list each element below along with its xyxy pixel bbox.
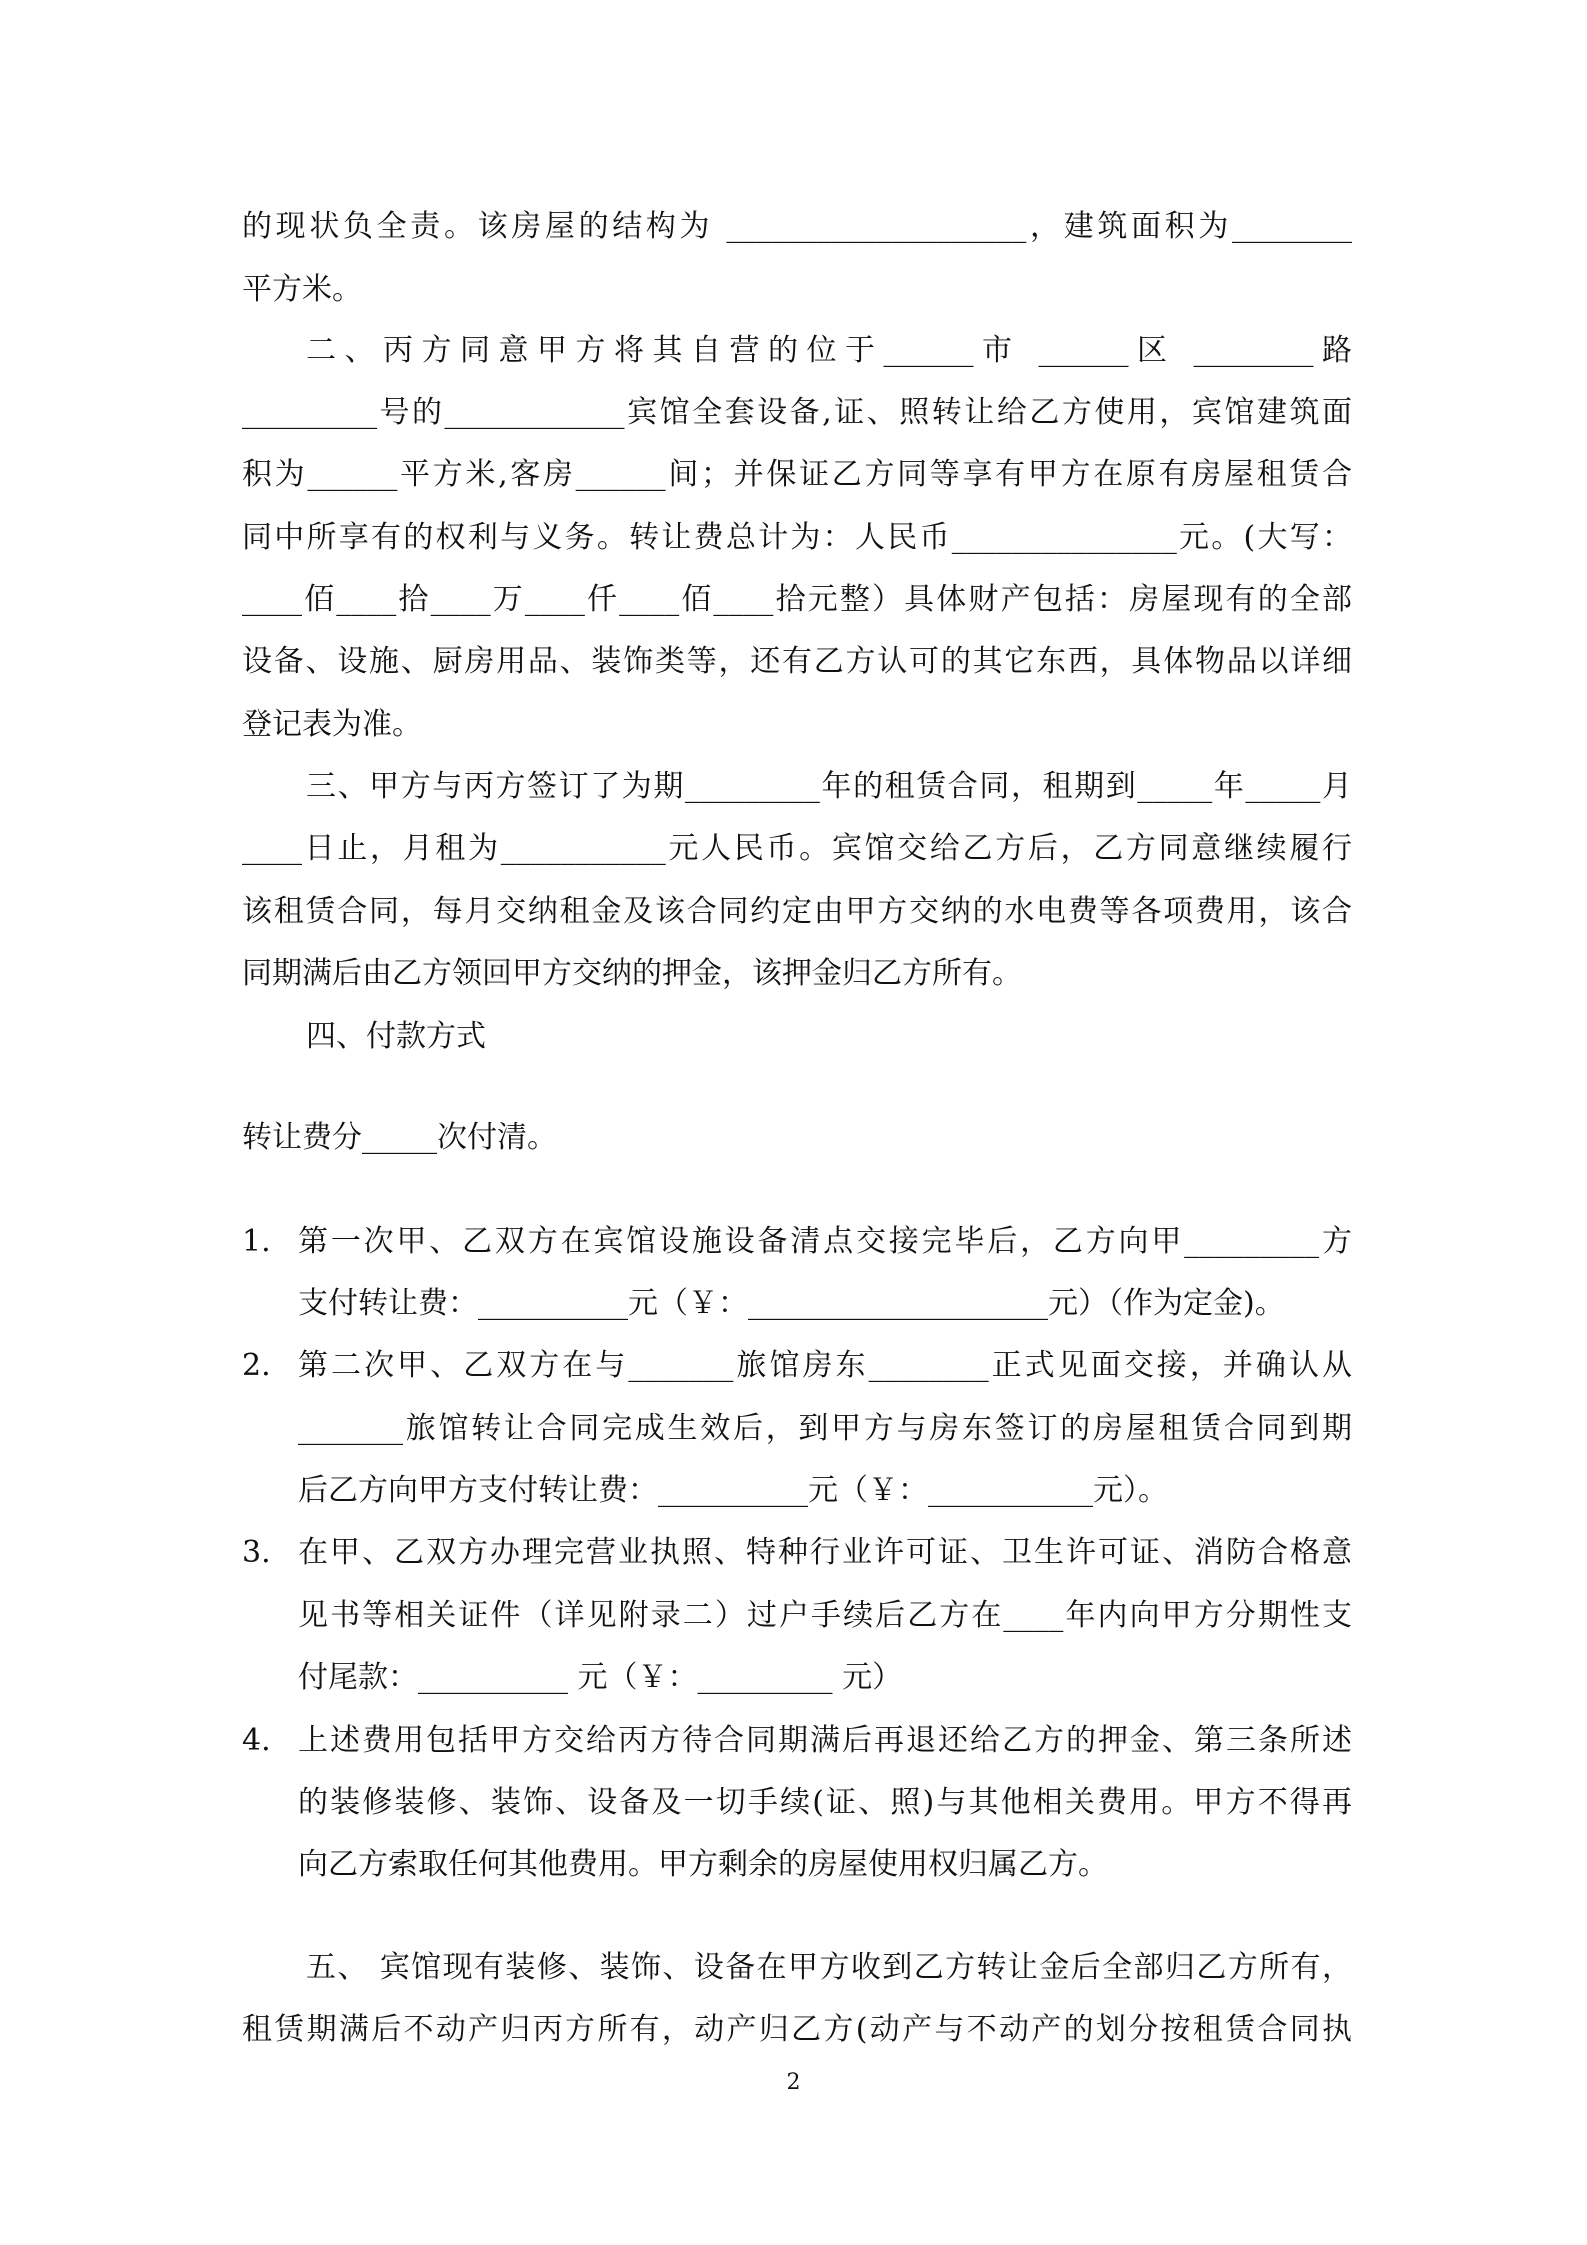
list-item-number: 3. (242, 1535, 271, 1570)
list-item-line: 第一次甲、乙双方在宾馆设施设备清点交接完毕后，乙方向甲_________方 (298, 1224, 1352, 1259)
list-item-line: 的装修装修、装饰、设备及一切手续(证、照)与其他相关费用。甲方不得再 (298, 1785, 1352, 1820)
clause-five-heading-line: 五、 宾馆现有装修、装饰、设备在甲方收到乙方转让金后全部归乙方所有， (306, 1950, 1352, 1985)
paragraph-line: ____佰____拾____万____仟____佰____拾元整）具体财产包括：房屋现有的全部 (242, 582, 1352, 617)
list-item-line: 上述费用包括甲方交给丙方待合同期满后再退还给乙方的押金、第三条所述 (298, 1723, 1352, 1758)
list-item-line: 第二次甲、乙双方在与_______旅馆房东________正式见面交接，并确认从 (298, 1348, 1352, 1383)
list-item-number: 2. (242, 1348, 271, 1383)
paragraph-line: 同中所享有的权利与义务。转让费总计为：人民币_______________元。(大写： (242, 520, 1352, 555)
clause-three-heading-line: 三、甲方与丙方签订了为期_________年的租赁合同，租期到_____年_____月 (306, 769, 1352, 804)
paragraph-line: 设备、设施、厨房用品、装饰类等，还有乙方认可的其它东西，具体物品以详细 (242, 644, 1352, 679)
list-item-line: 在甲、乙双方办理完营业执照、特种行业许可证、卫生许可证、消防合格意 (298, 1535, 1352, 1570)
paragraph-line: 同期满后由乙方领回甲方交纳的押金，该押金归乙方所有。 (242, 956, 1022, 991)
list-item-number: 1. (242, 1224, 271, 1259)
list-item-line: 见书等相关证件（详见附录二）过户手续后乙方在____年内向甲方分期性支 (298, 1598, 1352, 1633)
section-heading: 四、付款方式 (306, 1019, 486, 1054)
paragraph-line: 该租赁合同，每月交纳租金及该合同约定由甲方交纳的水电费等各项费用，该合 (242, 894, 1352, 929)
paragraph-line: _________号的____________宾馆全套设备,证、照转让给乙方使用，宾馆建筑面 (242, 395, 1352, 430)
paragraph-line: 平方米。 (242, 272, 362, 307)
paragraph-line: 转让费分_____次付清。 (242, 1120, 557, 1155)
paragraph-line: 租赁期满后不动产归丙方所有，动产归乙方(动产与不动产的划分按租赁合同执 (242, 2012, 1352, 2047)
page-number: 2 (786, 2070, 801, 2095)
list-item-line: 向乙方索取任何其他费用。甲方剩余的房屋使用权归属乙方。 (298, 1847, 1108, 1882)
list-item-line: 后乙方向甲方支付转让费：__________元（￥：___________元）。 (298, 1473, 1168, 1508)
paragraph-line: ____日止，月租为___________元人民币。宾馆交给乙方后，乙方同意继续履行 (242, 831, 1352, 866)
list-item-line: _______旅馆转让合同完成生效后，到甲方与房东签订的房屋租赁合同到期 (298, 1411, 1352, 1446)
list-item-number: 4. (242, 1723, 271, 1758)
paragraph-line: 登记表为准。 (242, 707, 422, 742)
clause-two-heading-line: 二、丙方同意甲方将其自营的位于______市 ______区 ________路 (306, 333, 1352, 368)
list-item-line: 付尾款：__________ 元（￥：_________ 元） (298, 1660, 903, 1695)
paragraph-line: 的现状负全责。该房屋的结构为 ____________________，建筑面积为________ (242, 209, 1352, 244)
paragraph-line: 积为______平方米,客房______间；并保证乙方同等享有甲方在原有房屋租赁合 (242, 457, 1352, 492)
list-item-line: 支付转让费：__________元（￥：____________________元）（作为定金)。 (298, 1286, 1285, 1321)
